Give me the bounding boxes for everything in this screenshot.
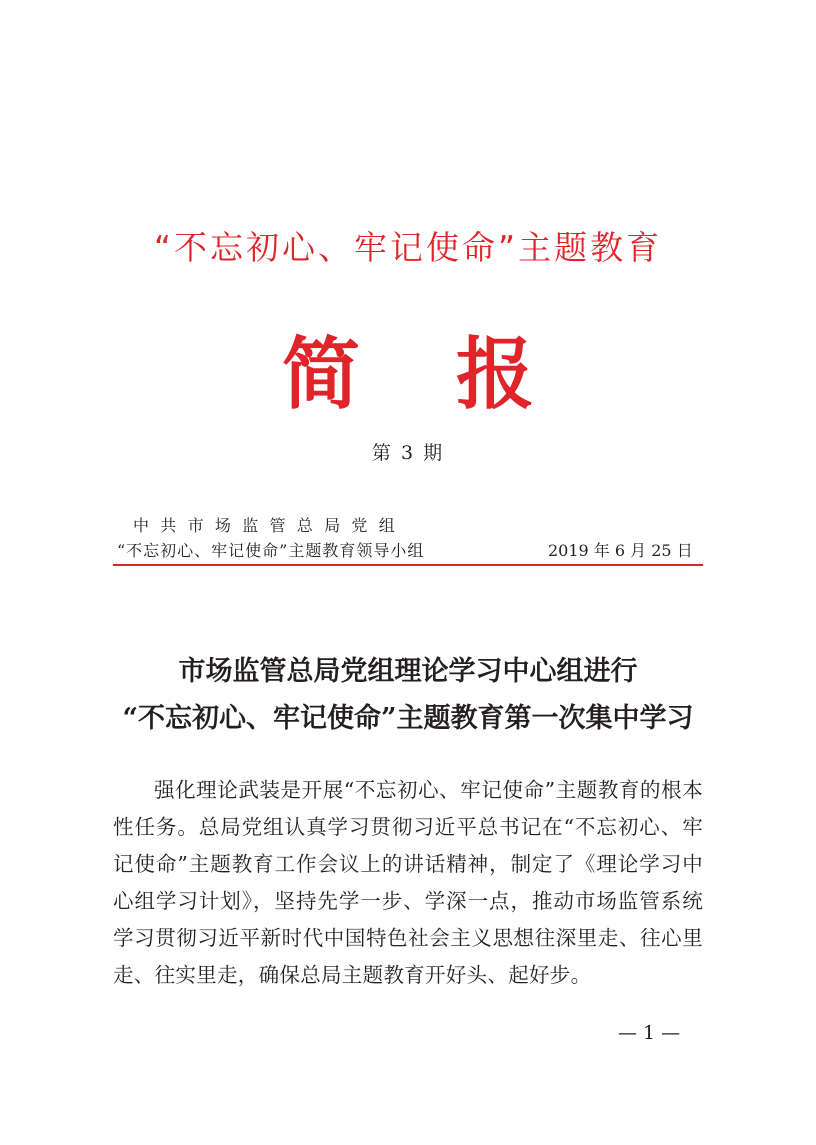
article-title [0,648,816,742]
issue-date: 2019 年 6 月 25 日 [548,541,693,560]
page-number: — 1 — [618,1022,681,1044]
issuing-org-line-2: “不忘初心、牢记使命”主题教育领导小组 [117,541,425,560]
red-divider-rule [113,564,703,566]
masthead-char-1: 简 [281,329,360,420]
article-title-line-2: “不忘初心、牢记使命”主题教育第一次集中学习 [122,703,694,734]
article-paragraph: 强化理论武装是开展“不忘初心、牢记使命”主题教育的根本性任务。总局党组认真学习贯彻习近平总书记在“不忘初心、牢记使命”主题教育工作会议上的讲话精神，制定了《理论学习中心组学习计划》，坚持先学一步、学深一点，推动市场监管系统学习贯彻习近平新时代中国特色社会主义思想往深里走、往心里走、往实里走，确保总局主题教育开好头、起好步。 [113,778,703,987]
theme-header: “不忘初心、牢记使命”主题教育 [153,228,663,267]
issuing-org-line-1: 中共市场监管总局党组 [133,516,407,535]
masthead-char-2: 报 [456,329,535,420]
issue-number: 第 3 期 [371,442,445,464]
masthead-title [0,312,816,424]
article-title-line-1: 市场监管总局党组理论学习中心组进行 [178,656,638,687]
